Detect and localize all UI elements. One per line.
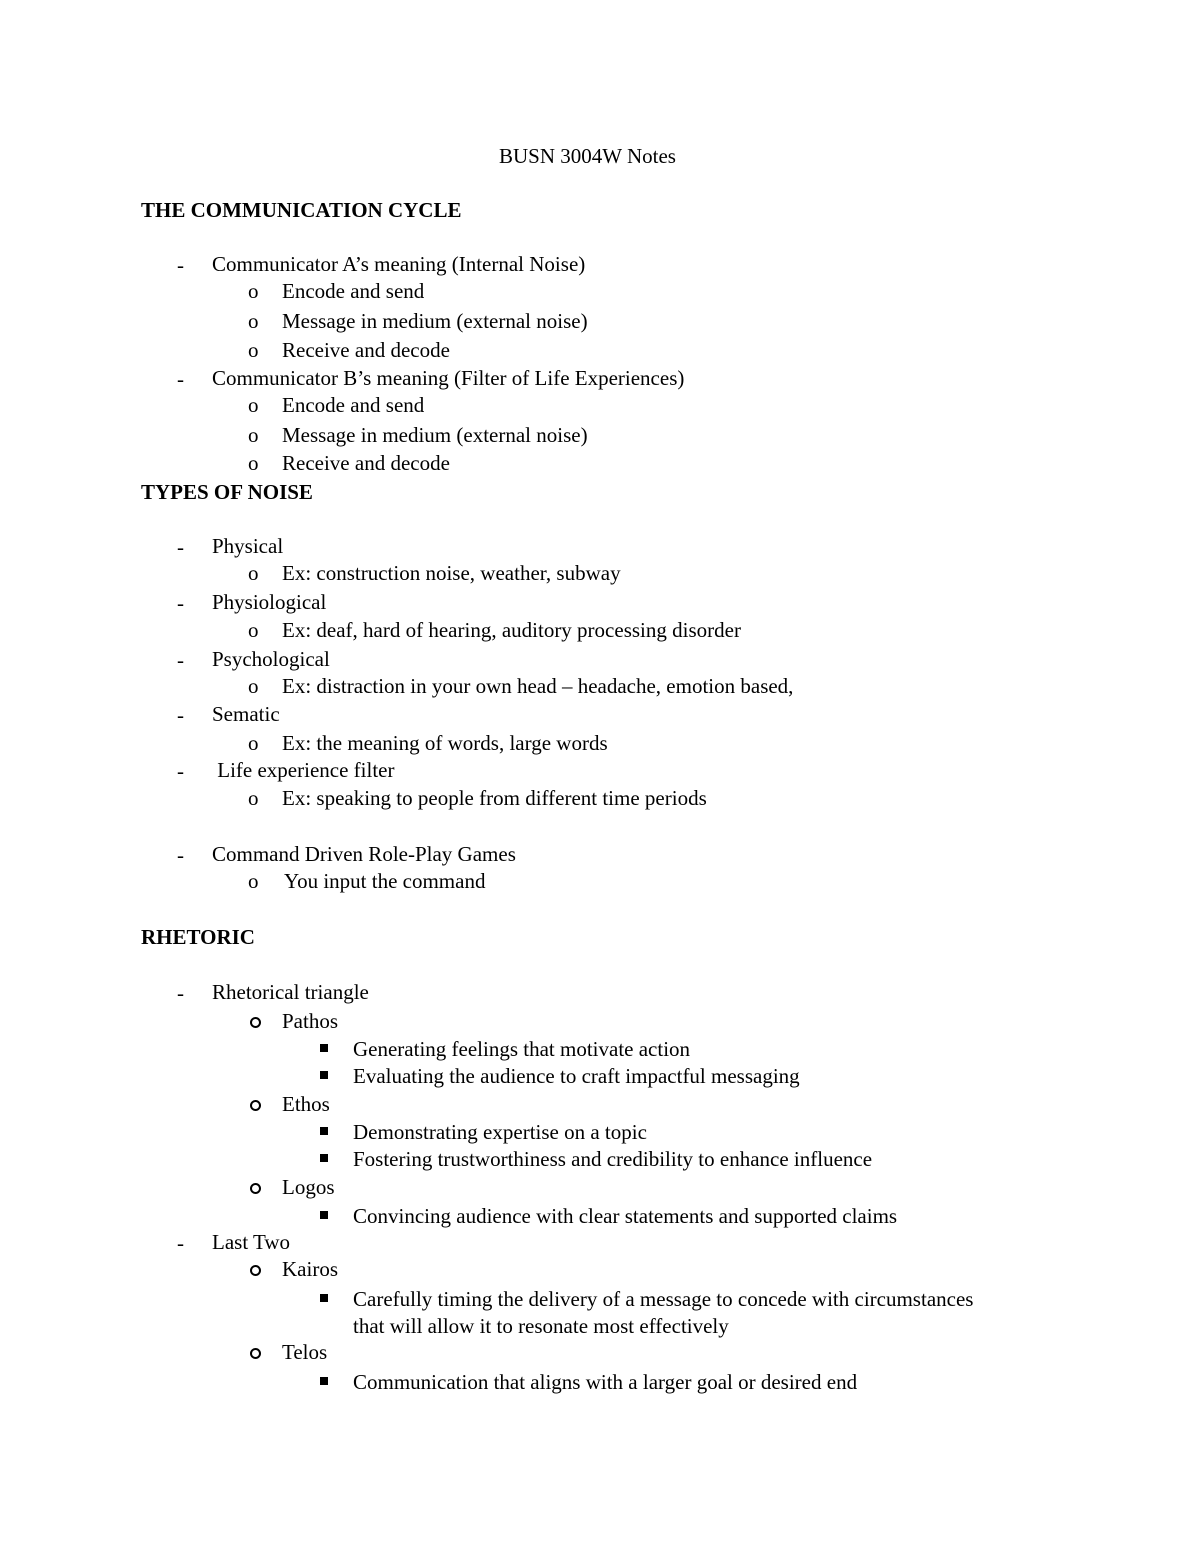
list-item: Life experience filter — [212, 758, 395, 782]
bullet-point: Fostering trustworthiness and credibility to enhance influence — [353, 1147, 873, 1171]
sub-list-item: Ex: deaf, hard of hearing, auditory processing disorder — [282, 618, 741, 642]
circle-bullet: o — [248, 731, 259, 755]
bullet-point: Generating feelings that motivate action — [353, 1037, 691, 1061]
bullet-point: Demonstrating expertise on a topic — [353, 1120, 647, 1144]
list-item: Sematic — [212, 702, 280, 726]
list-item: Physical — [212, 534, 284, 558]
sub-list-item: Telos — [282, 1340, 328, 1364]
sub-list-item: Encode and send — [282, 393, 425, 417]
list-item: Psychological — [212, 647, 330, 671]
circle-bullet: o — [248, 393, 259, 417]
dash-bullet: - — [177, 253, 184, 277]
sub-list-item: You input the command — [284, 869, 486, 893]
dash-bullet: - — [177, 591, 184, 615]
square-bullet — [320, 1377, 328, 1385]
circle-bullet: o — [248, 279, 259, 303]
section-heading: TYPES OF NOISE — [141, 480, 313, 504]
sub-list-item: Ex: construction noise, weather, subway — [282, 561, 621, 585]
sub-list-item: Encode and send — [282, 279, 425, 303]
sub-list-item: Ex: distraction in your own head – headache, emotion based, — [282, 674, 794, 698]
dash-bullet: - — [177, 1231, 184, 1255]
dash-bullet: - — [177, 535, 184, 559]
dash-bullet: - — [177, 648, 184, 672]
circle-bullet: o — [248, 674, 259, 698]
circle-bullet: o — [248, 451, 259, 475]
square-bullet — [320, 1294, 328, 1302]
circle-bullet: o — [248, 423, 259, 447]
sub-list-item: Message in medium (external noise) — [282, 309, 588, 333]
ring-bullet — [250, 1100, 261, 1111]
sub-list-item: Receive and decode — [282, 451, 450, 475]
sub-list-item: Ex: the meaning of words, large words — [282, 731, 608, 755]
sub-list-item: Pathos — [282, 1009, 339, 1033]
square-bullet — [320, 1154, 328, 1162]
bullet-point-continuation: that will allow it to resonate most effectively — [353, 1314, 729, 1338]
list-item: Command Driven Role-Play Games — [212, 842, 516, 866]
square-bullet — [320, 1071, 328, 1079]
ring-bullet — [250, 1348, 261, 1359]
circle-bullet: o — [248, 618, 259, 642]
circle-bullet: o — [248, 869, 259, 893]
sub-list-item: Logos — [282, 1175, 335, 1199]
list-item: Rhetorical triangle — [212, 980, 369, 1004]
list-item: Physiological — [212, 590, 327, 614]
circle-bullet: o — [248, 309, 259, 333]
list-item: Communicator B’s meaning (Filter of Life Experiences) — [212, 366, 685, 390]
bullet-point: Communication that aligns with a larger goal or desired end — [353, 1370, 858, 1394]
square-bullet — [320, 1211, 328, 1219]
ring-bullet — [250, 1183, 261, 1194]
dash-bullet: - — [177, 703, 184, 727]
dash-bullet: - — [177, 981, 184, 1005]
circle-bullet: o — [248, 561, 259, 585]
list-item: Communicator A’s meaning (Internal Noise) — [212, 252, 586, 276]
sub-list-item: Message in medium (external noise) — [282, 423, 588, 447]
bullet-point: Convincing audience with clear statements and supported claims — [353, 1204, 898, 1228]
dash-bullet: - — [177, 367, 184, 391]
bullet-point: Evaluating the audience to craft impactful messaging — [353, 1064, 800, 1088]
ring-bullet — [250, 1265, 261, 1276]
ring-bullet — [250, 1017, 261, 1028]
dash-bullet: - — [177, 843, 184, 867]
square-bullet — [320, 1044, 328, 1052]
section-heading: RHETORIC — [141, 925, 255, 949]
sub-list-item: Ex: speaking to people from different time periods — [282, 786, 707, 810]
bullet-point: Carefully timing the delivery of a message to concede with circumstances — [353, 1287, 974, 1311]
section-heading: THE COMMUNICATION CYCLE — [141, 198, 462, 222]
sub-list-item: Ethos — [282, 1092, 330, 1116]
circle-bullet: o — [248, 786, 259, 810]
square-bullet — [320, 1127, 328, 1135]
dash-bullet: - — [177, 759, 184, 783]
list-item: Last Two — [212, 1230, 291, 1254]
circle-bullet: o — [248, 338, 259, 362]
sub-list-item: Kairos — [282, 1257, 338, 1281]
sub-list-item: Receive and decode — [282, 338, 450, 362]
document-title: BUSN 3004W Notes — [499, 144, 676, 168]
